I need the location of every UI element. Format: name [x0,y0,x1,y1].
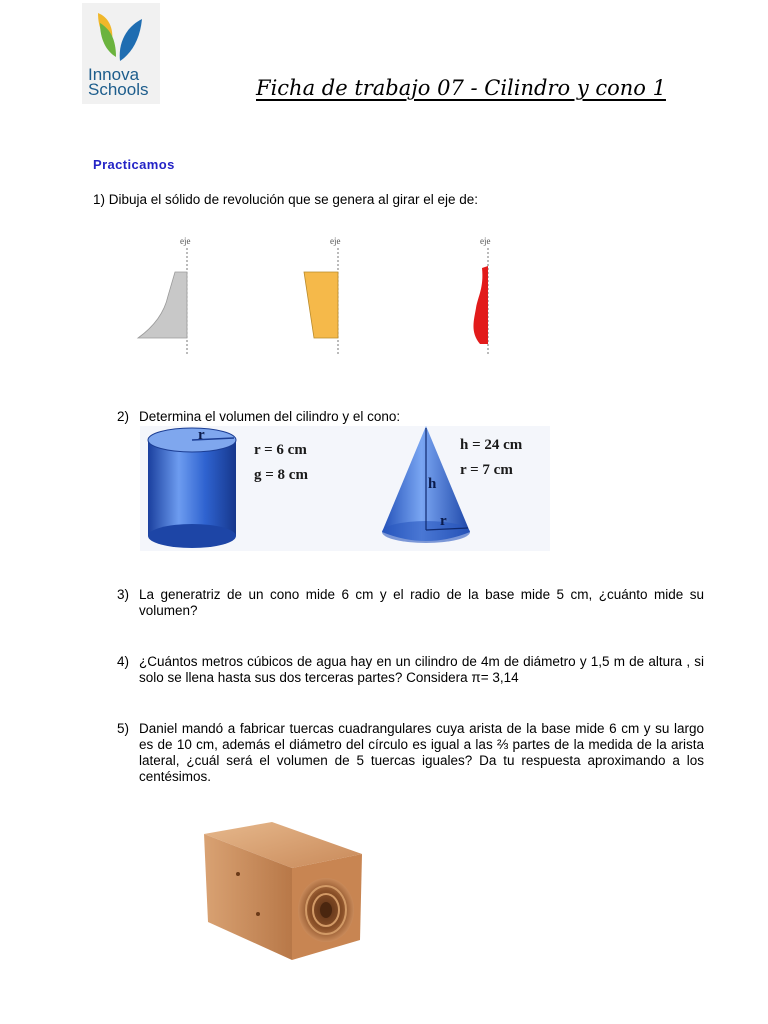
cylinder-generatrix-label: g = 8 cm [254,467,308,483]
question-3-number: 3) [117,587,130,602]
question-5-number: 5) [117,721,130,736]
axis-label-2: eje [330,236,341,246]
question-4-number: 4) [117,654,130,669]
gray-profile-shape [138,272,187,338]
cylinder-drawing [148,427,236,548]
question-4-text: ¿Cuántos metros cúbicos de agua hay en un cilindro de 4m de diámetro y 1,5 m de altura , si solo se llena hasta sus dos terceras partes? Considera π= 3,14 [139,654,704,685]
axis-label-3: eje [480,236,491,246]
revolution-shapes-figure [130,232,510,357]
leaf-logo-icon [90,9,150,65]
question-3-text: La generatriz de un cono mide 6 cm y el radio de la base mide 5 cm, ¿cuánto mide su volumen? [139,587,704,618]
square-nut-image [200,818,368,964]
section-heading: Practicamos [93,157,175,172]
cone-radius-label: r = 7 cm [460,462,513,478]
orange-trapezoid-shape [304,272,338,338]
cylinder-cone-figure [140,426,550,551]
red-curve-shape [474,266,489,344]
question-2-text: Determina el volumen del cilindro y el cono: [139,409,401,424]
axis-label-1: eje [180,236,191,246]
cylinder-radius-mark: r [198,427,205,443]
cone-radius-mark: r [440,513,447,529]
innova-schools-logo [82,3,160,104]
question-1-text: 1) Dibuja el sólido de revolución que se genera al girar el eje de: [93,192,478,207]
cone-height-label: h = 24 cm [460,437,523,453]
question-5-text: Daniel mandó a fabricar tuercas cuadrangulares cuya arista de la base mide 6 cm y su largo es de 10 cm, además el diámetro del círculo es igual a las ⅔ partes de la medida de la arista lateral, ¿cuál será el volumen de 5 tuercas iguales? Da tu respuesta aproximando a los centésimos. [139,721,704,784]
cone-height-mark: h [428,476,437,492]
question-2-number: 2) [117,409,130,424]
logo-text-line2: Schools [88,80,149,99]
logo-text-line1: Innova [88,65,140,84]
cylinder-radius-label: r = 6 cm [254,442,307,458]
worksheet-title: Ficha de trabajo 07 - Cilindro y cono 1 [256,76,666,100]
